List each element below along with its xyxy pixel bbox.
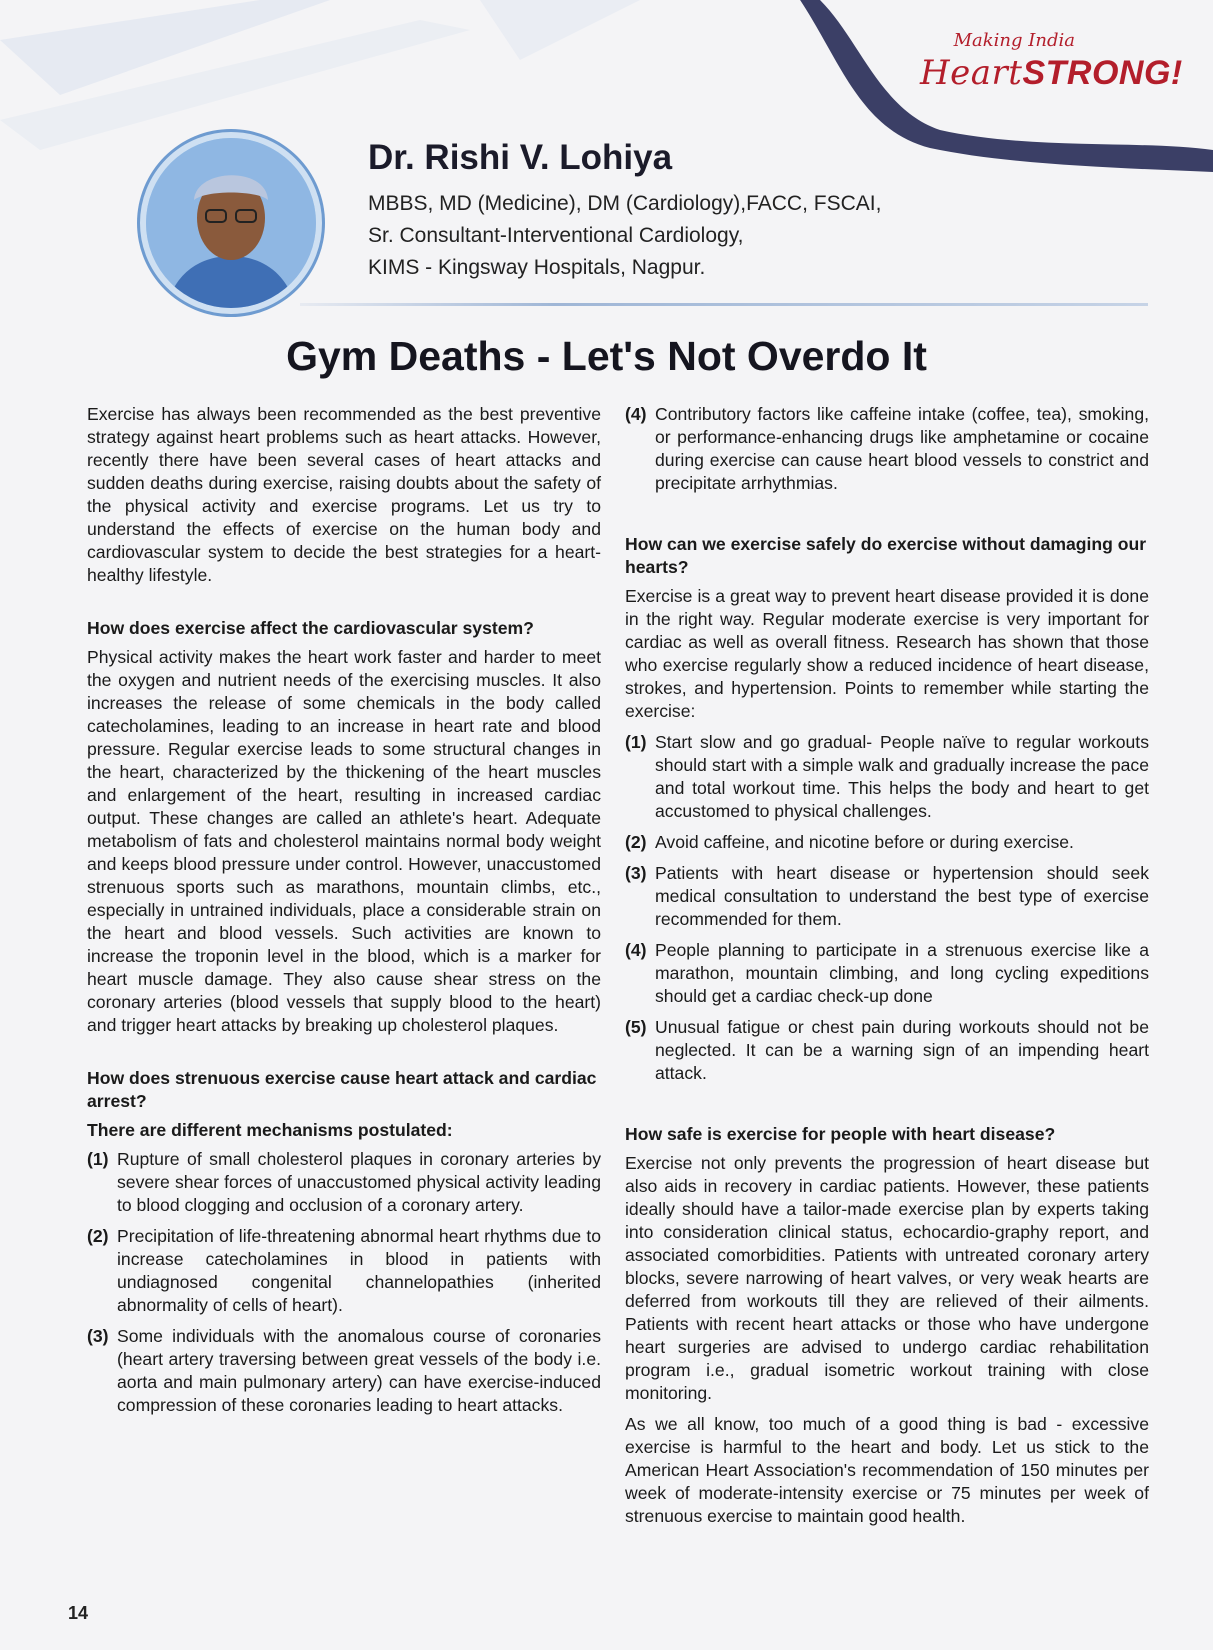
list-item: (1) Rupture of small cholesterol plaques in coronary arteries by severe shear forces of unaccustomed physical activity leading to blood clogging and occlusion of a coronary artery. bbox=[87, 1149, 601, 1215]
section-heading-heart-disease: How safe is exercise for people with heart disease? bbox=[625, 1124, 1056, 1144]
mechanisms-subheading: There are different mechanisms postulated: bbox=[87, 1120, 453, 1140]
article-title: Gym Deaths - Let's Not Overdo It bbox=[286, 333, 927, 379]
logo-tagline: Making India bbox=[953, 30, 1075, 51]
header-divider bbox=[300, 303, 1148, 306]
author-block bbox=[368, 138, 881, 284]
section-body-cardiovascular: Physical activity makes the heart work faster and harder to meet the oxygen and nutrient needs of the exercising muscles. It also increases the release of some chemicals in the body called catecholamines, leading to an increase in heart rate and blood pressure. Regular exercise leads to some structural changes in the heart, characterized by the thickening of the heart muscles and enlargement of the heart, resulting in increased cardiac output. These changes are called an athlete's heart. Adequate metabolism of fats and cholesterol maintains normal body weight and keeps blood pressure under control. However, unaccustomed strenuous sports such as marathons, mountain climbs, etc., especially in untrained individuals, place a considerable strain on the heart and blood vessels. Such activities are known to increase the troponin level in the blood, which is a marker for heart muscle damage. They also cause shear stress on the coronary arteries (blood vessels that supply blood to the heart) and trigger heart attacks by breaking up cholesterol plaques. bbox=[87, 647, 601, 1035]
author-photo bbox=[140, 132, 322, 314]
author-name: Dr. Rishi V. Lohiya bbox=[368, 138, 673, 177]
list-item: (4) People planning to participate in a strenuous exercise like a marathon, mountain climbing, and long cycling expeditions should get a cardiac check-up done bbox=[625, 940, 1149, 1006]
author-position: Sr. Consultant-Interventional Cardiology, bbox=[368, 224, 744, 247]
list-item: (3) Some individuals with the anomalous course of coronaries (heart artery traversing between great vessels of the body i.e. aorta and main pulmonary artery) can have exercise-induced compression of these coronaries leading to heart attacks. bbox=[87, 1326, 601, 1415]
list-item: (4) Contributory factors like caffeine intake (coffee, tea), smoking, or performance-enhancing drugs like amphetamine or cocaine during exercise can cause heart blood vessels to constrict and precipitate arrhythmias. bbox=[625, 404, 1149, 493]
author-hospital: KIMS - Kingsway Hospitals, Nagpur. bbox=[368, 256, 706, 279]
list-item: (2) Avoid caffeine, and nicotine before or during exercise. bbox=[625, 832, 1074, 852]
heart-strong-logo bbox=[920, 30, 1183, 110]
page-number: 14 bbox=[68, 1603, 89, 1623]
intro-paragraph: Exercise has always been recommended as the best preventive strategy against heart problems such as heart attacks. However, recently there have been several cases of heart attacks and sudden deaths during exercise, raising doubts about the safety of the physical activity and exercise programs. Let us try to understand the effects of exercise on the human body and cardiovascular system to decide the best strategies for a heart-healthy lifestyle. bbox=[87, 404, 601, 585]
section-heading-cardiovascular: How does exercise affect the cardiovascular system? bbox=[87, 618, 534, 638]
right-column bbox=[625, 403, 1149, 1528]
list-item: (3) Patients with heart disease or hypertension should seek medical consultation to understand the best type of exercise recommended for them. bbox=[625, 863, 1149, 929]
section-body-exercise-safely: Exercise is a great way to prevent heart disease provided it is done in the right way. Regular moderate exercise is very important for cardiac as well as overall fitness. Research has shown that those who exercise regularly show a reduced incidence of heart disease, strokes, and hypertension. Points to remember while starting the exercise: bbox=[625, 586, 1149, 721]
left-column bbox=[87, 403, 601, 1425]
list-item: (5) Unusual fatigue or chest pain during workouts should not be neglected. It can be a warning sign of an impending heart attack. bbox=[625, 1017, 1149, 1083]
author-credentials: MBBS, MD (Medicine), DM (Cardiology),FACC, FSCAI, bbox=[368, 192, 882, 215]
logo-brand: HeartSTRONG! bbox=[920, 53, 1183, 93]
list-item: (2) Precipitation of life-threatening abnormal heart rhythms due to increase catecholamines in blood in patients with undiagnosed congenital channelopathies (inherited abnormality of cells of heart). bbox=[87, 1226, 601, 1315]
section-heading-mechanisms: How does strenuous exercise cause heart attack and cardiac arrest? bbox=[87, 1068, 597, 1111]
list-item: (1) Start slow and go gradual- People naïve to regular workouts should start with a simple walk and gradually increase the pace and total workout time. This helps the body and heart to get accustomed to physical challenges. bbox=[625, 732, 1149, 821]
section-body-heart-disease: Exercise not only prevents the progression of heart disease but also aids in recovery in cardiac patients. However, these patients ideally should have a tailor-made exercise plan by experts taking into consideration clinical status, echocardio-graphy report, and associated comorbidities. Patients with untreated coronary artery blocks, severe narrowing of heart valves, or very weak hearts are deferred from workouts till they are relieved of their ailments. Patients with recent heart attacks or those who have undergone heart surgeries are advised to undergo cardiac rehabilitation program i.e., gradual isometric workout training with close monitoring. bbox=[625, 1153, 1149, 1403]
section-heading-exercise-safely: How can we exercise safely do exercise without damaging our hearts? bbox=[625, 534, 1147, 577]
closing-paragraph: As we all know, too much of a good thing is bad - excessive exercise is harmful to the heart and body. Let us stick to the American Heart Association's recommendation of 150 minutes per week of moderate-intensity exercise or 75 minutes per week of strenuous exercise to maintain good health. bbox=[625, 1414, 1149, 1526]
